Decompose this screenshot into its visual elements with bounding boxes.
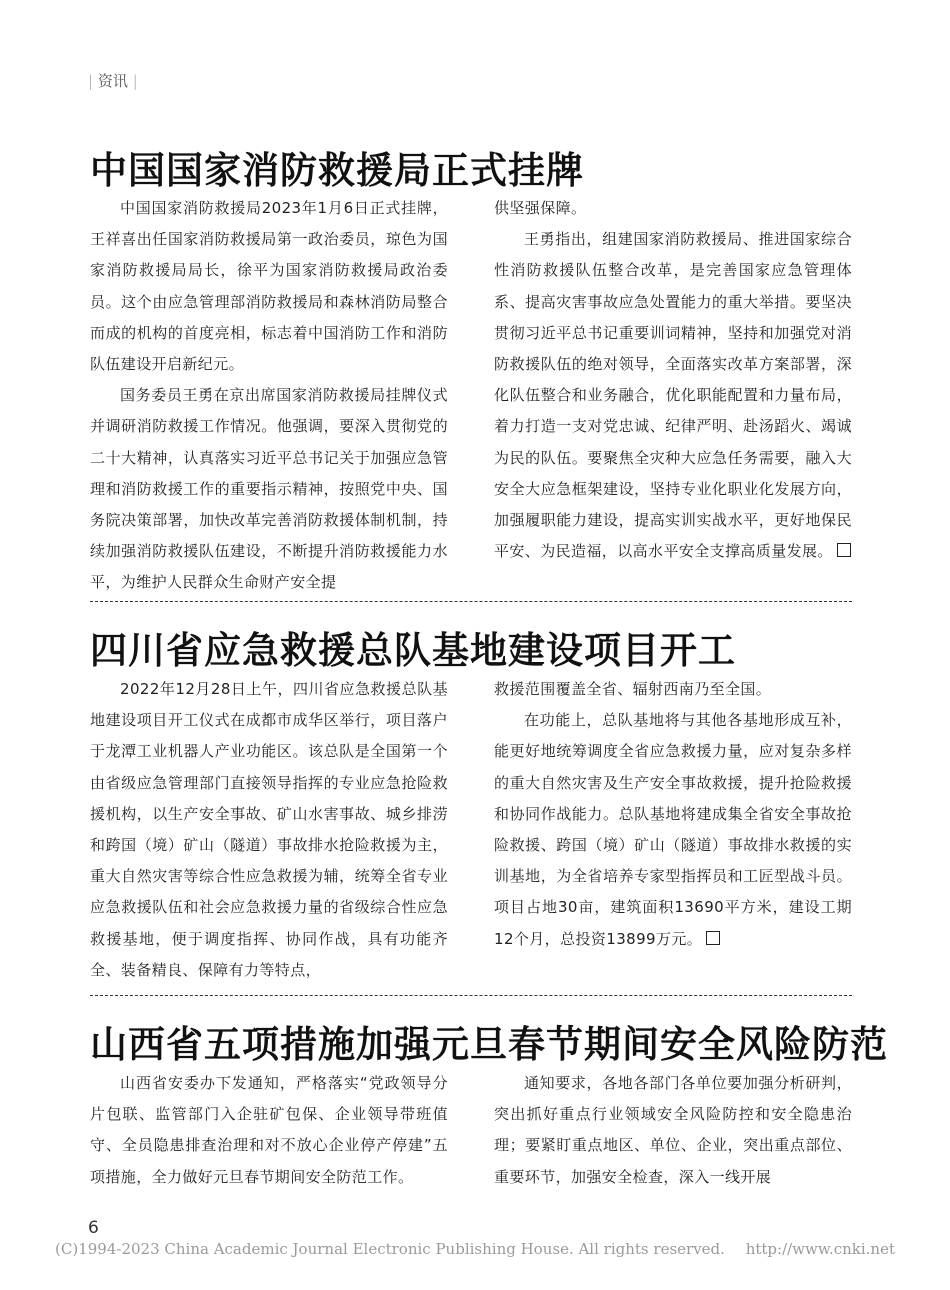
article-1-paragraph: 中国国家消防救援局2023年1月6日正式挂牌，王祥喜出任国家消防救援局第一政治委员，琼色为国家消防救援局局长，徐平为国家消防救援局政治委员。这个由应急管理部消防救援局和森林消防局整合而成的机构的首度亮相，标志着中国消防工作和消防队伍建设开启新纪元。 [90,199,448,374]
section-tag [88,70,138,91]
article-2-title: 四川省应急救援总队基地建设项目开工 [90,628,736,672]
article-3-paragraph: 通知要求，各地各部门各单位要加强分析研判，突出抓好重点行业领域安全风险防控和安全隐患治理；要紧盯重点地区、单位、企业，突出重点部位、重要环节，加强安全检查，深入一线开展 [494,1074,852,1186]
article-2-continuation: 救援范围覆盖全省、辐射西南乃至全国。 [494,680,772,698]
article-divider [90,601,852,602]
article-3-left-column [90,1068,448,1193]
article-1-paragraph [494,224,852,567]
article-3-title: 山西省五项措施加强元旦春节期间安全风险防范 [90,1022,888,1066]
end-mark-icon [706,931,720,945]
copyright-text: (C)1994-2023 China Academic Journal Electronic Publishing House. All rights reserved. [55,1240,725,1258]
article-3-right-column [494,1068,852,1193]
article-2-left-column [90,674,448,986]
article-2-paragraph: 2022年12月28日上午，四川省应急救援总队基地建设项目开工仪式在成都市成华区举行，项目落户于龙潭工业机器人产业功能区。该总队是全国第一个由省级应急管理部门直接领导指挥的专业应急抢险救援机构，以生产安全事故、矿山水害事故、城乡排涝和跨国（境）矿山（隧道）事故排水抢险救援为主，重大自然灾害等综合性应急救援为辅，统筹全省专业应急救援队伍和社会应急救援力量的省级综合性应急救援基地，便于调度指挥、协同作战，具有功能齐全、装备精良、保障有力等特点， [90,680,448,979]
article-1-title: 中国国家消防救援局正式挂牌 [90,148,584,192]
article-divider [90,995,852,996]
article-2-paragraph-text: 在功能上，总队基地将与其他各基地形成互补，能更好地统筹调度全省应急救援力量，应对复杂多样的重大自然灾害及生产安全事故救援，提升抢险救援和协同作战能力。总队基地将建成集全省安全事故抢险救援、跨国（境）矿山（隧道）事故排水救援的实训基地，为全省培养专家型指挥员和工匠型战斗员。项目占地30亩，建筑面积13690平方米，建设工期12个月，总投资13899万元。 [494,711,852,948]
article-2-paragraph [494,705,852,955]
tag-bar-left: | [88,72,98,90]
copyright-footer [0,1240,950,1258]
article-3-paragraph: 山西省安委办下发通知，严格落实“党政领导分片包联、监管部门入企驻矿包保、企业领导带班值守、全员隐患排查治理和对不放心企业停产停建”五项措施，全力做好元旦春节期间安全防范工作。 [90,1074,448,1186]
article-1-paragraph-text: 王勇指出，组建国家消防救援局、推进国家综合性消防救援队伍整合改革，是完善国家应急管理体系、提高灾害事故应急处置能力的重大举措。要坚决贯彻习近平总书记重要训词精神，坚持和加强党对消防救援队伍的绝对领导，全面落实改革方案部署，深化队伍整合和业务融合，优化职能配置和力量布局，着力打造一支对党忠诚、纪律严明、赴汤蹈火、竭诚为民的队伍。要聚焦全灾种大应急任务需要，融入大安全大应急框架建设，坚持专业化职业化发展方向，加强履职能力建设，提高实训实战水平，更好地保民平安、为民造福，以高水平安全支撑高质量发展。 [494,230,852,561]
footer-url[interactable]: http://www.cnki.net [745,1240,895,1258]
article-2-right-column [494,674,852,955]
section-label: 资讯 [97,72,128,90]
end-mark-icon [837,543,851,557]
page-number: 6 [88,1218,99,1238]
article-1-right-column [494,193,852,567]
article-1-paragraph: 国务委员王勇在京出席国家消防救援局挂牌仪式并调研消防救援工作情况。他强调，要深入贯彻党的二十大精神，认真落实习近平总书记关于加强应急管理和消防救援工作的重要指示精神，按照党中央、国务院决策部署，加快改革完善消防救援体制机制，持续加强消防救援队伍建设，不断提升消防救援能力水平，为维护人民群众生命财产安全提 [90,386,448,592]
article-1-continuation: 供坚强保障。 [494,199,587,217]
article-1-left-column [90,193,448,599]
tag-bar-right: | [127,72,138,90]
